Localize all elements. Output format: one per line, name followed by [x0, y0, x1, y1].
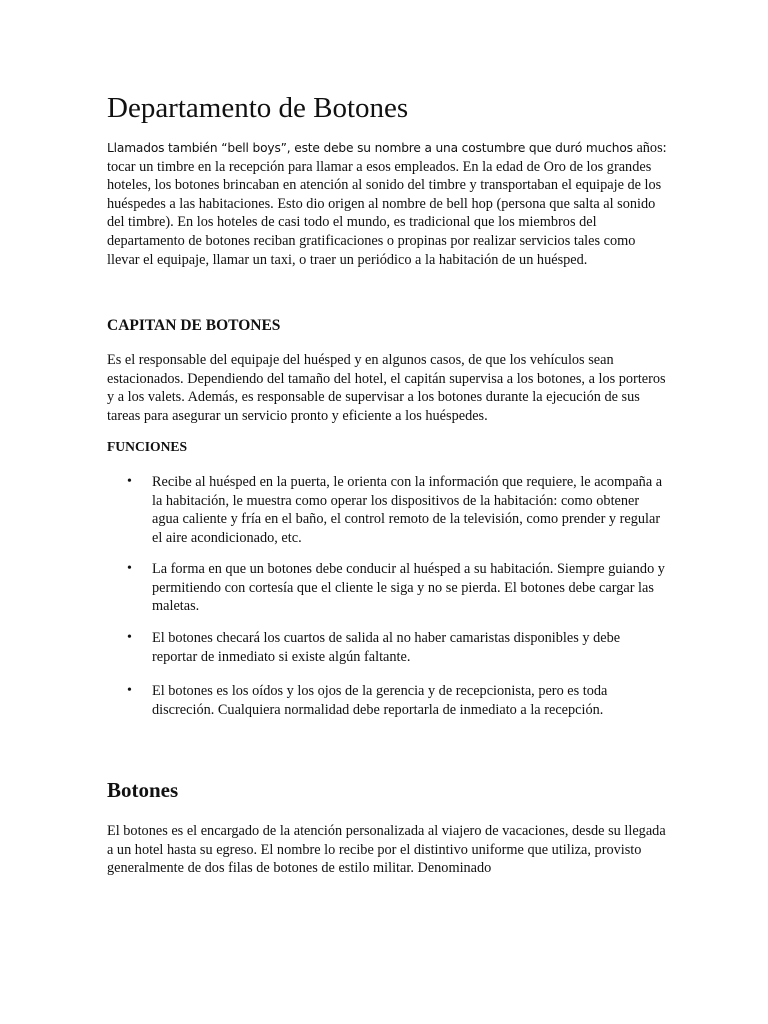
bullet-icon: •: [127, 683, 132, 698]
funciones-heading: FUNCIONES: [107, 439, 188, 454]
capitan-heading: CAPITAN DE BOTONES: [107, 317, 281, 334]
intro-body-text: años: tocar un timbre en la recepción para llamar a esos empleados. En la edad de Oro de los grandes hoteles, los botones brincaban en atención al sonido del timbre y transportaban el equipaje de los huéspedes a las habitaciones. Esto dio origen al nombre de bell hop (persona que salta al sonido del timbre). En los hoteles de casi todo el mundo, es tradicional que los miembros del departamento de botones reciban gratificaciones o propinas por realizar servicios tales como llevar el equipaje, llamar un taxi, o traer un periódico a la habitación de un huésped.: [107, 140, 667, 268]
bullet-icon: •: [127, 561, 132, 576]
intro-lead-text: Llamados también “bell boys”, este debe su nombre a una costumbre que duró muchos: [107, 141, 633, 155]
list-item-text: El botones es los oídos y los ojos de la gerencia y de recepcionista, pero es toda discreción. Cualquiera normalidad debe reportarla de inmediato a la recepción.: [152, 683, 608, 718]
botones-paragraph: El botones es el encargado de la atención personalizada al viajero de vacaciones, desde su llegada a un hotel hasta su egreso. El nombre lo recibe por el distintivo uniforme que utiliza, provisto generalmente de dos filas de botones de estilo militar. Denominado: [107, 823, 666, 877]
bullet-icon: •: [127, 630, 132, 645]
botones-heading: Botones: [107, 778, 179, 802]
bullet-icon: •: [127, 474, 132, 489]
list-item-text: La forma en que un botones debe conducir al huésped a su habitación. Siempre guiando y permitiendo con cortesía que el cliente le siga y no se pierda. El botones debe cargar las maletas.: [152, 561, 665, 615]
capitan-paragraph: Es el responsable del equipaje del huésped y en algunos casos, de que los vehículos sean estacionados. Dependiendo del tamaño del hotel, el capitán supervisa a los botones, a los porteros y a los valets. Además, es responsable de supervisar a los botones durante la ejecución de sus tareas para asegurar un servicio pronto y eficiente a los huéspedes.: [107, 352, 666, 424]
list-item-text: El botones checará los cuartos de salida al no haber camaristas disponibles y debe reportar de inmediato si existe algún faltante.: [152, 630, 621, 665]
intro-paragraph: [107, 139, 667, 269]
document-title: Departamento de Botones: [107, 92, 409, 124]
list-item-text: Recibe al huésped en la puerta, le orienta con la información que requiere, le acompaña a la habitación, le muestra como operar los dispositivos de la habitación: como obtener agua caliente y fría en el baño, el control remoto de la televisión, como prender y regular el aire acondicionado, etc.: [152, 474, 663, 546]
